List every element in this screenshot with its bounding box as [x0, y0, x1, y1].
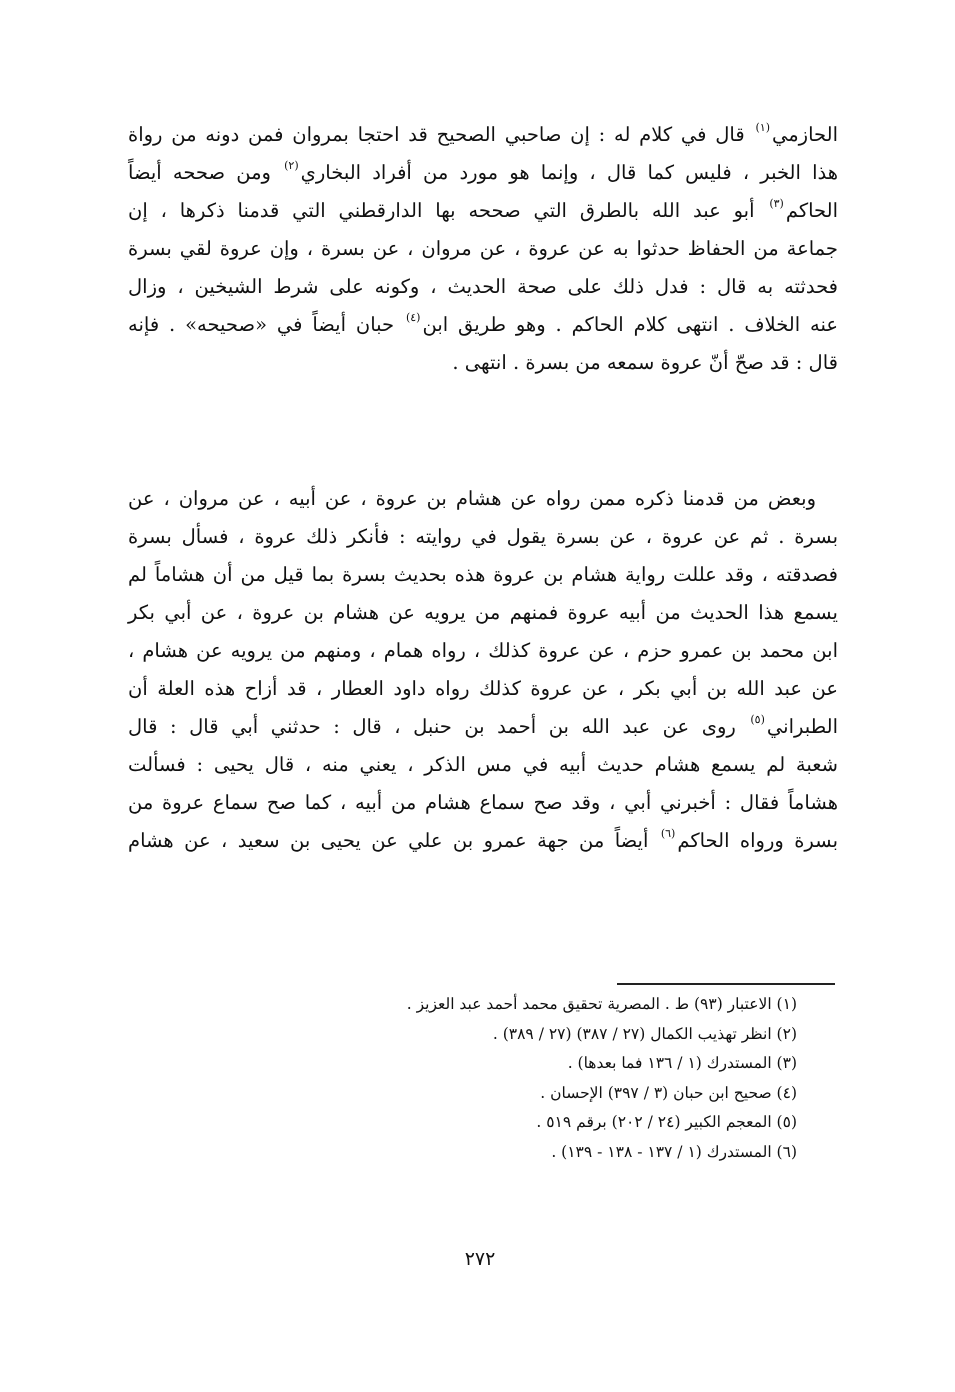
text-line: قال : قد صحّ أنّ عروة سمعه من بسرة . انتهى .: [452, 351, 838, 374]
text-line: فحدثته به قال : فدل ذلك على صحة الحديث ، وكونه على شرط الشيخين ، وزال: [128, 275, 838, 298]
text-line: [128, 306, 838, 344]
text-line: شعبة لم يسمع هشام حديث أبيه في مس الذكر ، يعني منه ، قال يحيى : فسألت: [128, 753, 838, 776]
page-number: ٢٧٢: [464, 1248, 496, 1270]
text-line: عن عبد الله بن أبي بكر ، عن عروة كذلك رواه داود العطار ، قد أزاح هذه العلة أن: [128, 677, 838, 700]
text: الطبراني: [766, 715, 838, 738]
footnote-marker[interactable]: (٣): [769, 197, 784, 210]
text: روى عن عبد الله بن أحمد بن حنبل ، قال : حدثني أبي قال : قال: [128, 715, 749, 738]
text: هذا الخبر ، فليس كما قال ، وإنما هو مورد من أفراد البخاري: [300, 161, 839, 184]
footnote-marker[interactable]: (٤): [405, 311, 421, 324]
text: أيضاً من جهة عمرو بن علي عن يحيى بن سعيد ، عن هشام: [128, 829, 659, 852]
paragraph-1: [128, 116, 838, 382]
footnote: (٦) المستدرك (١ / ١٣٧ - ١٣٨ - ١٣٩) .: [551, 1142, 797, 1161]
text-line: ابن محمد بن عمرو حزم ، عن عروة كذلك ، رواه همام ، ومنهم من يرويه عن هشام ،: [128, 639, 838, 662]
text-line: وبعض من قدمنا ذكره ممن رواه عن هشام بن عروة ، عن أبيه ، عن مروان ، عن: [128, 487, 816, 510]
footnote: (٣) المستدرك (١ / ١٣٦ فما بعدها) .: [567, 1054, 797, 1072]
text: ومن صححه أيضاً: [128, 161, 283, 184]
text: أبو عبد الله بالطرق التي صححه بها الدارقطني التي قدمنا ذكرها ، إن: [128, 199, 768, 222]
text: عنه الخلاف . انتهى كلام الحاكم . وهو طريق ابن: [422, 313, 838, 336]
paragraph-2: [128, 480, 838, 860]
footnote: (٥) المعجم الكبير (٢٤ / ٢٠٢) برقم ٥١٩ .: [536, 1113, 797, 1131]
text-line: [128, 822, 838, 860]
text-line: يسمع هذا الحديث من أبيه عروة فمنهم من يرويه عن هشام بن عروة ، عن أبي بكر: [128, 601, 838, 624]
footnote: (٢) انظر تهذيب الكمال (٢٧ / ٣٨٧) (٢٧ / ٣٨٩) .: [492, 1024, 797, 1043]
text-line: [128, 154, 838, 192]
footnote-marker[interactable]: (٢): [284, 159, 299, 172]
text: الحازمي: [771, 123, 838, 146]
text-line: [128, 708, 838, 746]
text-line: هشاماً فقال : أخبرني أبي ، وقد صح سماع هشام من أبيه ، كما صح سماع عروة من: [128, 791, 838, 814]
text: الحاكم: [785, 199, 838, 222]
text: حبان أيضاً في «صحيحه» . فإنه: [128, 313, 404, 336]
text-line: بسرة . ثم عن عروة ، عن بسرة يقول في روايته : فأنكر ذلك عروة ، فسأل بسرة: [128, 525, 838, 548]
footnote: (٤) صحيح ابن حبان (٣ / ٣٩٧) الإحسان .: [540, 1083, 797, 1102]
text-line: [128, 116, 838, 154]
footnote-marker[interactable]: (٦): [660, 827, 676, 840]
footnote-marker[interactable]: (١): [755, 121, 770, 134]
text-line: جماعة من الحفاظ حدثوا به عن عروة ، عن مروان ، عن بسرة ، وإن عروة لقي بسرة: [128, 237, 838, 260]
footnote-separator: [617, 983, 835, 985]
footnotes: [330, 990, 835, 1167]
text: بسرة ورواه الحاكم: [677, 829, 839, 852]
text: قال في كلام له : إن صاحبي الصحيح قد احتجا بمروان فمن دونه من رواة: [128, 123, 754, 146]
footnote: (١) الاعتبار (٩٣) ط . المصرية تحقيق محمد أحمد عبد العزيز .: [406, 995, 797, 1013]
footnote-marker[interactable]: (٥): [750, 713, 765, 726]
text-line: [128, 192, 838, 230]
text-line: فصدقته ، وقد عللت رواية هشام بن عروة هذه بحديث بسرة بما قيل من أن هشاماً لم: [128, 563, 838, 586]
